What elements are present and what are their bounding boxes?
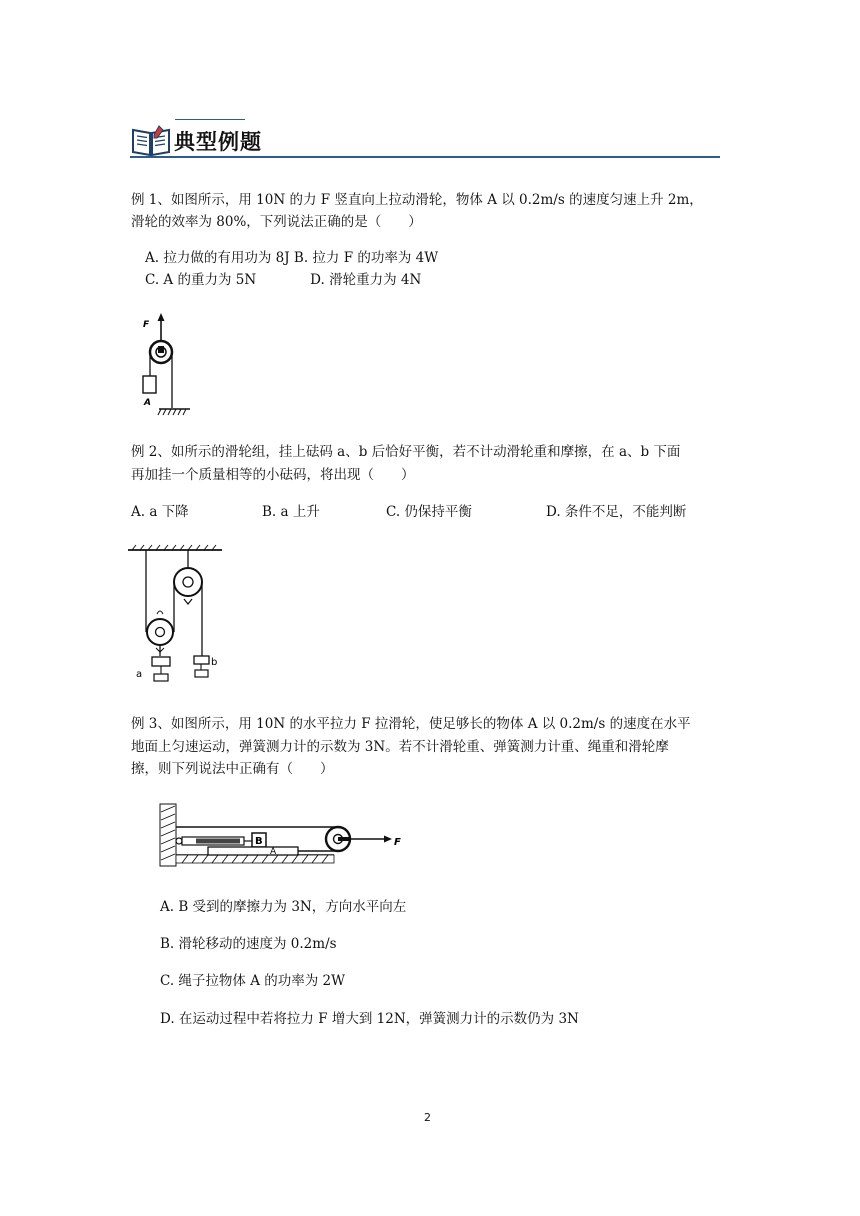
- q3-option-b: B. 滑轮移动的速度为 0.2m/s: [160, 936, 337, 952]
- q2-weight-a-label: a: [136, 669, 143, 680]
- q1-stem-line-2: 滑轮的效率为 80%，下列说法正确的是（ ）: [131, 214, 422, 230]
- section-title: 典型例题: [174, 130, 262, 154]
- q2-stem-line-1: 例 2、如所示的滑轮组，挂上砝码 a、b 后恰好平衡，若不计动滑轮重和摩擦，在 a、b 下面: [131, 444, 681, 460]
- q3-stem-line-1: 例 3、如图所示，用 10N 的水平拉力 F 拉滑轮，使足够长的物体 A 以 0.2m/s 的速度在水平: [131, 716, 691, 732]
- q3-block-b-label: B: [255, 836, 263, 847]
- q1-options-line-1: A. 拉力做的有用功为 8J B. 拉力 F 的功率为 4W: [145, 250, 439, 266]
- q3-stem-line-2: 地面上匀速运动，弹簧测力计的示数为 3N。若不计滑轮重、弹簧测力计重、绳重和滑轮摩: [131, 739, 669, 755]
- q3-stem-line-3: 擦，则下列说法中正确有（ ）: [131, 761, 334, 777]
- q1-force-label: F: [143, 320, 150, 330]
- q1-stem-line-1: 例 1、如图所示，用 10N 的力 F 竖直向上拉动滑轮，物体 A 以 0.2m/s 的速度匀速上升 2m，: [131, 192, 703, 208]
- q3-horizontal-pulley-figure: [158, 802, 408, 868]
- q1-movable-pulley-figure: [134, 312, 196, 422]
- q1-options-line-2: C. A 的重力为 5N D. 滑轮重力为 4N: [145, 272, 422, 288]
- q2-pulley-system-figure: [126, 544, 226, 688]
- book-icon: [131, 124, 171, 156]
- q2-stem-line-2: 再加挂一个质量相等的小砝码，将出现（ ）: [131, 467, 415, 483]
- q2-option-c: C. 仍保持平衡: [386, 504, 472, 520]
- q2-option-b: B. a 上升: [262, 504, 320, 520]
- q1-object-label: A: [144, 398, 151, 408]
- q3-option-a: A. B 受到的摩擦力为 3N，方向水平向左: [160, 899, 407, 915]
- q3-option-d: D. 在运动过程中若将拉力 F 增大到 12N，弹簧测力计的示数仍为 3N: [160, 1011, 579, 1027]
- q2-weight-b-label: b: [211, 657, 218, 668]
- page-number: 2: [424, 1111, 431, 1124]
- q2-option-d: D. 条件不足，不能判断: [546, 504, 687, 520]
- section-bottom-rule: [130, 156, 720, 158]
- q2-option-a: A. a 下降: [131, 504, 189, 520]
- q3-option-c: C. 绳子拉物体 A 的功率为 2W: [160, 973, 346, 989]
- q3-force-label: F: [394, 837, 401, 848]
- q3-block-a-label: A: [270, 847, 277, 857]
- section-top-rule: [175, 119, 245, 120]
